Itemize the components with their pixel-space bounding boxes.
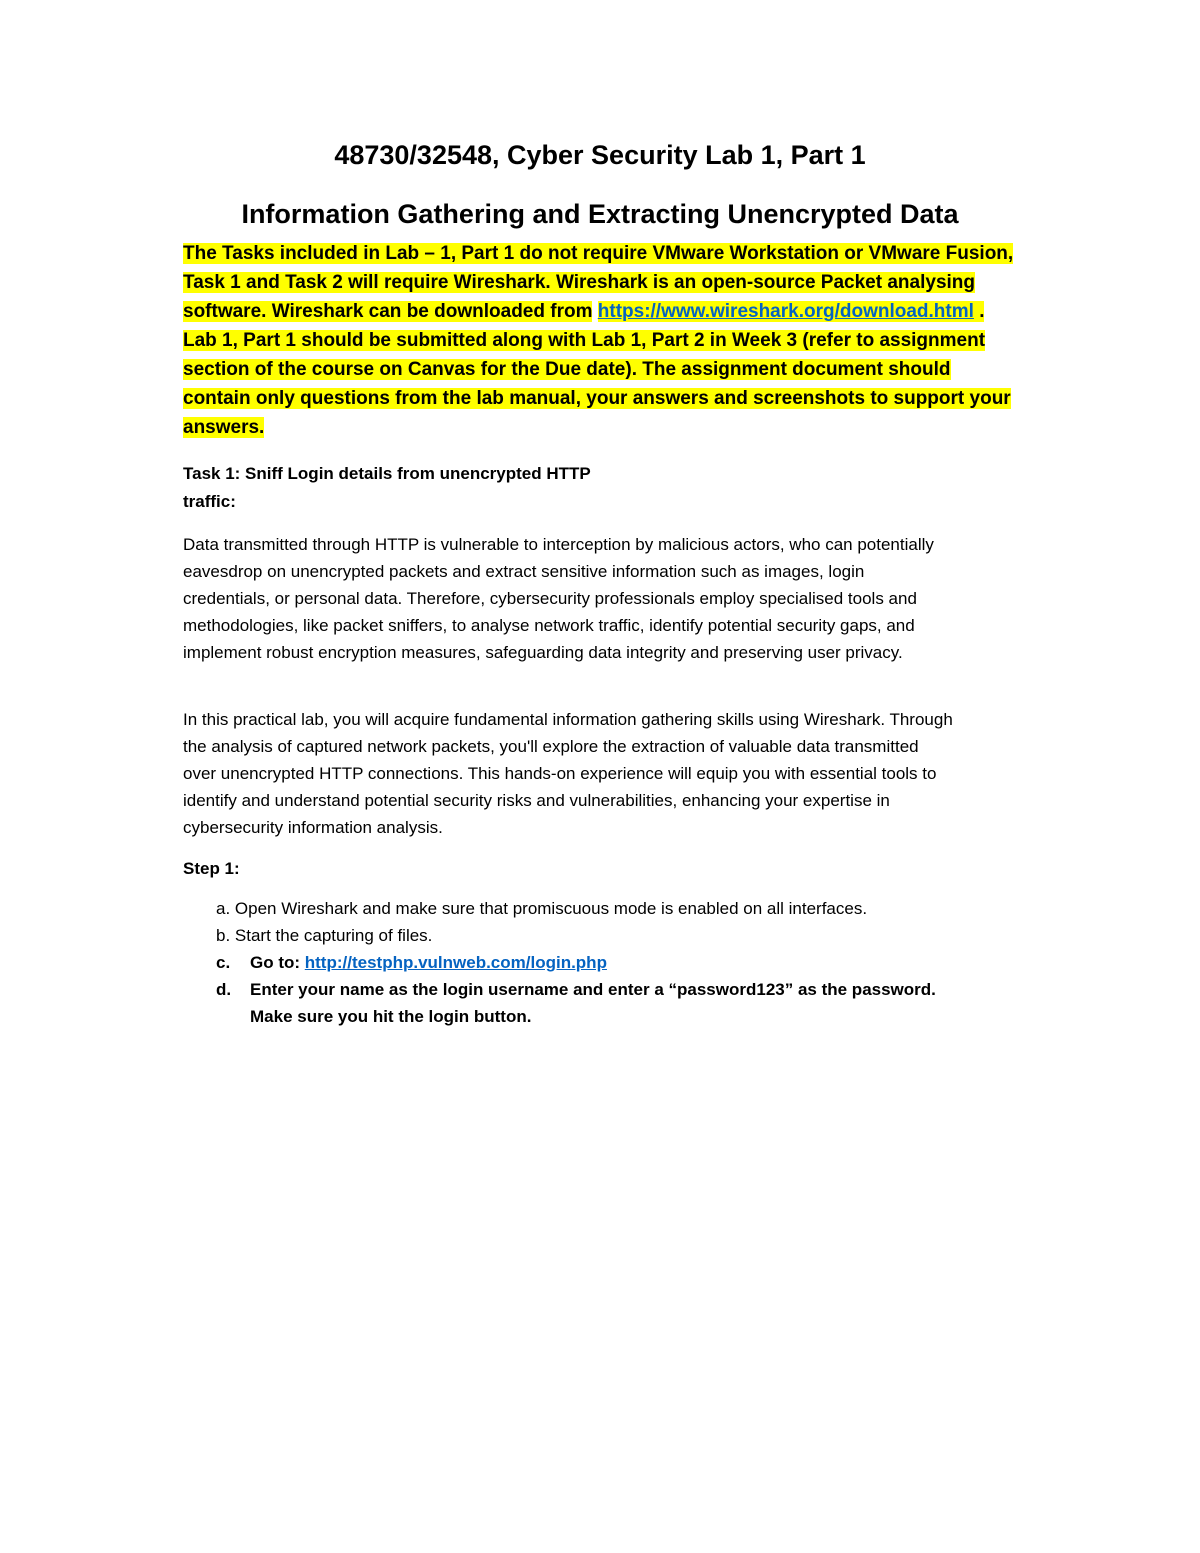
task1-heading-line1: Task 1: Sniff Login details from unencrypted HTTP <box>183 464 591 483</box>
list-item-text: Open Wireshark and make sure that promiscuous mode is enabled on all interfaces. <box>230 899 868 918</box>
testphp-login-link[interactable]: http://testphp.vulnweb.com/login.php <box>304 953 607 972</box>
list-item <box>216 976 976 1030</box>
list-item-text: Start the capturing of files. <box>230 926 433 945</box>
list-marker: b. <box>216 926 231 945</box>
task1-paragraph-1: Data transmitted through HTTP is vulnerable to interception by malicious actors, who can potentially eavesdrop on unencrypted packets and extract sensitive information such as images, login credentials, or personal data. Therefore, cybersecurity professionals employ specialised tools and methodologies, like packet sniffers, to analyse network traffic, identify potential security gaps, and implement robust encryption measures, safeguarding data integrity and preserving user privacy. <box>183 535 934 662</box>
list-item-text: Go to: <box>250 953 305 972</box>
list-marker: c. <box>216 953 231 972</box>
intro-text-before-link: The Tasks included in Lab – 1, Part 1 do not require VMware Workstation or VMware Fusion, Task 1 and Task 2 will require Wireshark. Wireshark is an open-source Packet analysing software. Wireshark can be downloaded from <box>183 243 1014 322</box>
document-title: 48730/32548, Cyber Security Lab 1, Part 1 <box>334 140 866 170</box>
list-marker: d. <box>216 980 232 999</box>
step1-list <box>216 895 976 1030</box>
wireshark-download-link[interactable]: https://www.wireshark.org/download.html <box>597 301 974 322</box>
task1-heading-line2: traffic: <box>183 492 236 511</box>
intro-text-after-link: . Lab 1, Part 1 should be submitted along with Lab 1, Part 2 in Week 3 (refer to assignment section of the course on Canvas for the Due date). The assignment document should contain only questions from the lab manual, your answers and screenshots to support your answers. <box>183 301 1011 438</box>
task1-heading <box>183 460 663 516</box>
list-item <box>216 895 976 922</box>
list-item <box>216 949 976 976</box>
document-subtitle: Information Gathering and Extracting Unencrypted Data <box>241 199 959 229</box>
task1-paragraph-2: In this practical lab, you will acquire fundamental information gathering skills using Wireshark. Through the analysis of captured network packets, you'll explore the extraction of valuable data transmitted over unencrypted HTTP connections. This hands-on experience will equip you with essential tools to identify and understand potential security risks and vulnerabilities, enhancing your expertise in cybersecurity information analysis. <box>183 710 953 837</box>
step1-heading: Step 1: <box>183 859 240 878</box>
list-item-text: Enter your name as the login username and enter a “password123” as the password. Make sure you hit the login button. <box>250 980 936 1026</box>
list-item <box>216 922 976 949</box>
intro-link-wrapper <box>598 301 974 322</box>
list-marker: a. <box>216 899 231 918</box>
intro-notice <box>183 239 1023 442</box>
